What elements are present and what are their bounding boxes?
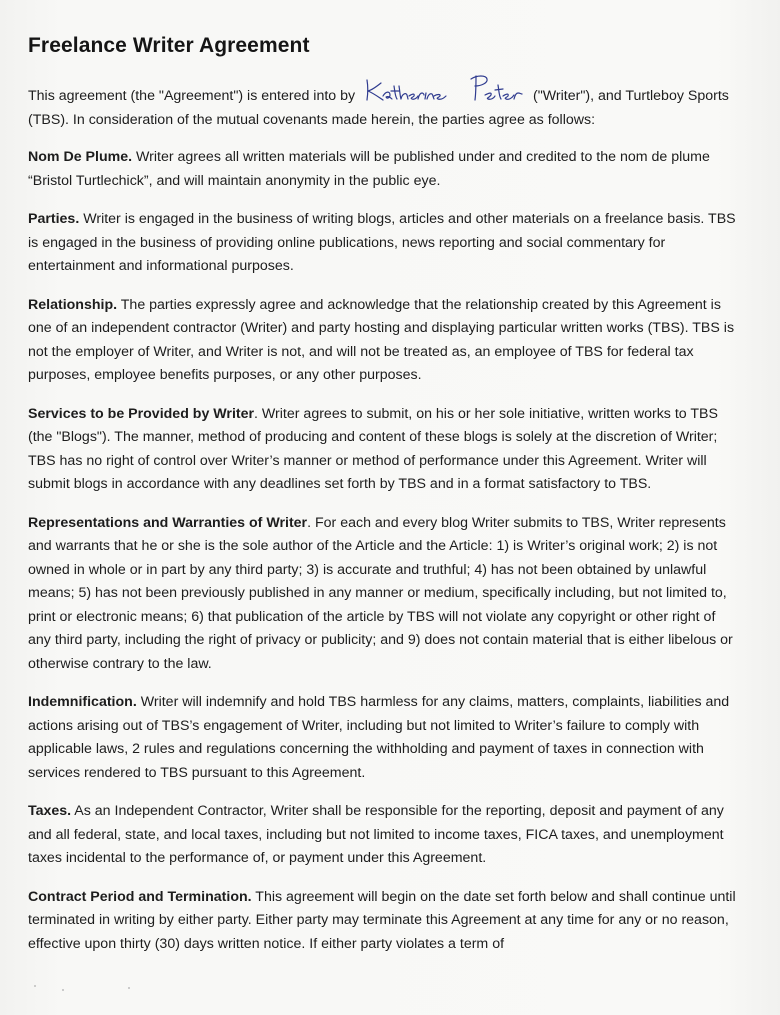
section-body: . For each and every blog Writer submits to TBS, Writer represents and warrants that he or she is the sole author of the Article and the Article: 1) is Writer’s original work; 2) is not owned in whole or in part by any third party; 3) is accurate and truthful; 4) has not been obtained by unlawful means; 5) has not been previously published in any manner or medium, specifically including, but not limited to, print or electronic means; 6) that publication of the article by TBS will not violate any copyright or other right of any third party, including the right of privacy or publicity; and 9) does not contain material that is either libelous or otherwise contrary to the law. — [28, 514, 733, 672]
section-body: This agreement will begin on the date set forth below and shall continue until terminated in writing by either party. Either party may terminate this Agreement at any time for any or no reason, effective upon thirty (30) days written notice. If either party violates a term of — [28, 888, 736, 952]
intro-text-before: This agreement (the "Agreement") is entered into by — [28, 88, 356, 104]
section-representations-warranties — [28, 512, 742, 677]
section-heading: Contract Period and Termination. — [28, 888, 252, 905]
section-heading: Representations and Warranties of Writer — [28, 514, 308, 531]
scan-speck — [62, 989, 64, 991]
section-body: The parties expressly agree and acknowledge that the relationship created by this Agreement is one of an independent contractor (Writer) and party hosting and displaying particular written works (TBS). TBS is not the employer of Writer, and Writer is not, and will not be treated as, an employee of TBS for federal tax purposes, employee benefits purposes, or any other purposes. — [28, 296, 735, 383]
section-heading: Taxes. — [28, 803, 72, 819]
section-body: As an Independent Contractor, Writer shall be responsible for the reporting, deposit and payment of any and all federal, state, and local taxes, including but not limited to income taxes, FICA taxes, and unemployment taxes incidental to the performance of, or payment under this Agreement. — [28, 803, 724, 866]
section-services — [28, 403, 742, 497]
scan-speck — [128, 987, 130, 989]
scan-speck — [34, 985, 36, 987]
section-heading: Indemnification. — [28, 694, 137, 710]
intro-text-after: ("Writer"), and Turtleboy Sports (TBS). In consideration of the mutual covenants made herein, the parties agree as follows: — [28, 88, 729, 128]
section-heading: Services to be Provided by Writer — [28, 405, 255, 422]
section-taxes — [28, 800, 742, 871]
document-title: Freelance Writer Agreement — [28, 34, 310, 57]
section-nom-de-plume — [28, 146, 742, 193]
section-indemnification — [28, 691, 742, 785]
handwritten-signature — [361, 80, 527, 104]
section-heading: Relationship. — [28, 296, 118, 313]
section-body: Writer is engaged in the business of writing blogs, articles and other materials on a freelance basis. TBS is engaged in the business of providing online publications, news reporting and social commentary for entertainment and informational purposes. — [28, 211, 736, 274]
section-body: . Writer agrees to submit, on his or her sole initiative, written works to TBS (the "Blogs"). The manner, method of producing and content of these blogs is solely at the discretion of Writer; TBS has no right of control over Writer’s manner or method of performance under this Agreement. Writer will submit blogs in accordance with any deadlines set forth by TBS and in a format satisfactory to TBS. — [28, 405, 718, 492]
section-parties — [28, 208, 742, 279]
section-contract-period — [28, 886, 742, 957]
section-body: Writer agrees all written materials will be published under and credited to the nom de plume “Bristol Turtlechick”, and will maintain anonymity in the public eye. — [28, 149, 710, 189]
section-relationship — [28, 294, 742, 388]
intro-paragraph — [28, 80, 742, 132]
section-heading: Nom De Plume. — [28, 149, 133, 165]
signature-ink-icon — [361, 72, 527, 104]
section-body: Writer will indemnify and hold TBS harmless for any claims, matters, complaints, liabilities and actions arising out of TBS’s engagement of Writer, including but not limited to Writer’s failure to comply with applicable laws, 2 rules and regulations concerning the withholding and payment of taxes in connection with services rendered to TBS pursuant to this Agreement. — [28, 694, 730, 781]
section-heading: Parties. — [28, 211, 80, 227]
